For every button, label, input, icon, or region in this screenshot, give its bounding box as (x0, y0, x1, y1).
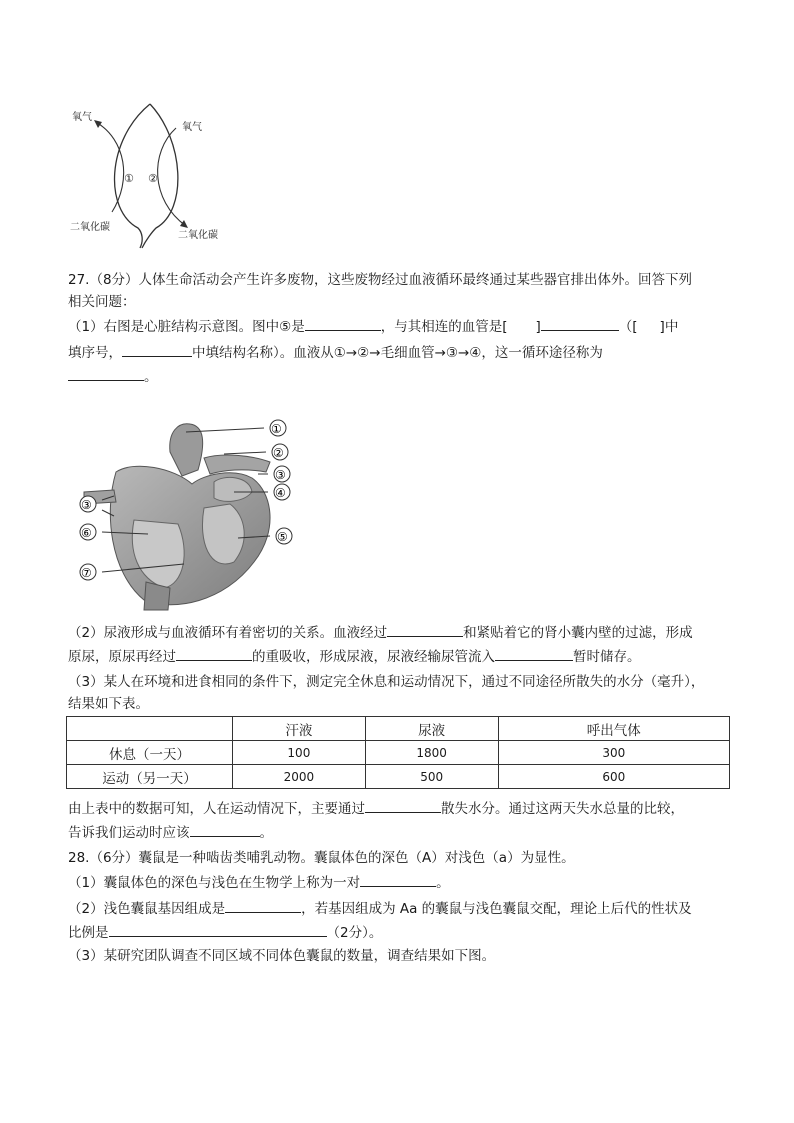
q27-part4-line2 (68, 822, 273, 843)
text: 和紧贴着它的肾小囊内壁的过滤，形成 (463, 625, 693, 641)
row-label: 休息（一天） (67, 741, 233, 765)
text: （[ (618, 319, 638, 335)
q28-part2-line2 (68, 922, 382, 943)
text: 的重吸收，形成尿液，尿液经输尿管流入 (252, 649, 495, 665)
heart-label-5: ⑤ (277, 530, 288, 544)
answer-blank-ratio[interactable] (109, 922, 327, 937)
q27-part2-line1 (68, 622, 693, 643)
water-loss-table (66, 716, 730, 789)
q27-part1-line1 (68, 316, 678, 337)
answer-blank-bladder[interactable] (495, 646, 573, 661)
q27-part2-line2 (68, 646, 641, 667)
text: ，与其相连的血管是[ (380, 319, 508, 335)
oxygen-right-label: 氧气 (182, 122, 202, 133)
text: 告诉我们运动时应该 (68, 825, 190, 841)
answer-blank-tubule[interactable] (176, 646, 252, 661)
text: 填序号， (68, 345, 122, 361)
q27-part3-line2: 结果如下表。 (68, 696, 149, 712)
text: 中填结构名称）。血液从①→②→毛细血管→③→④，这一循环途径称为 (192, 345, 603, 361)
right-arrowhead (180, 220, 188, 228)
text: （1）囊鼠体色的深色与浅色在生物学上称为一对 (68, 875, 361, 891)
q27-part4-line1 (68, 798, 684, 819)
text: （1）右图是心脏结构示意图。图中⑤是 (68, 319, 305, 335)
table-row (67, 741, 730, 765)
q27-part3-line1: （3）某人在环境和进食相同的条件下，测定完全休息和运动情况下，通过不同途径所散失的水分（毫升）， (68, 674, 705, 690)
q28-part3: （3）某研究团队调查不同区域不同体色囊鼠的数量，调查结果如下图。 (68, 948, 496, 964)
table-cell: 500 (365, 765, 498, 789)
table-cell: 300 (498, 741, 729, 765)
table-header-cell: 汗液 (233, 717, 366, 741)
q28-part1 (68, 872, 450, 893)
text: 比例是 (68, 925, 109, 941)
table-row (67, 765, 730, 789)
q27-heading: 27.（8分）人体生命活动会产生许多废物，这些废物经过血液循环最终通过某些器官排出体外。回答下列 (68, 272, 693, 288)
text: 。 (436, 875, 450, 891)
text: 由上表中的数据可知，人在运动情况下，主要通过 (68, 801, 365, 817)
co2-right-label: 二氧化碳 (178, 230, 218, 241)
heart-label-3-left: ③ (81, 498, 92, 512)
table-header-cell (67, 717, 233, 741)
table-cell: 1800 (365, 741, 498, 765)
text: ]中 (659, 319, 679, 335)
mark-2: ② (148, 172, 158, 185)
answer-blank-circulation[interactable] (68, 366, 144, 381)
answer-blank-hint[interactable] (122, 342, 192, 357)
text: （2）浅色囊鼠基因组成是 (68, 901, 226, 917)
q28-heading: 28.（6分）囊鼠是一种啮齿类哺乳动物。囊鼠体色的深色（A）对浅色（a）为显性。 (68, 850, 575, 866)
leaf-gas-exchange-figure (66, 100, 246, 250)
oxygen-left-label: 氧气 (72, 112, 92, 123)
heart-label-6: ⑥ (81, 526, 92, 540)
text: 暂时储存。 (573, 649, 641, 665)
row-label: 运动（另一天） (67, 765, 233, 789)
left-arrowhead (94, 120, 102, 128)
text: 。 (144, 369, 158, 385)
text: ，若基因组成为 Aa 的囊鼠与浅色囊鼠交配，理论上后代的性状及 (301, 901, 692, 917)
table-header-cell: 尿液 (365, 717, 498, 741)
table-header-row (67, 717, 730, 741)
pulmonary-vessel (204, 455, 270, 474)
text: 原尿，原尿再经过 (68, 649, 176, 665)
answer-blank-structure5[interactable] (305, 316, 381, 331)
heart-label-3-right: ③ (275, 468, 286, 482)
text: 散失水分。通过这两天失水总量的比较， (441, 801, 684, 817)
answer-blank-sweat[interactable] (365, 798, 441, 813)
q27-heading-cont: 相关问题： (68, 294, 136, 310)
answer-blank-glomerulus[interactable] (387, 622, 463, 637)
left-arrow-curve (96, 122, 124, 212)
table-cell: 2000 (233, 765, 366, 789)
answer-blank-genotype[interactable] (225, 898, 301, 913)
mark-1: ① (124, 172, 134, 185)
heart-label-7: ⑦ (81, 566, 92, 580)
text: （2分）。 (326, 925, 383, 941)
table-header-cell: 呼出气体 (498, 717, 729, 741)
co2-left-label: 二氧化碳 (70, 222, 110, 233)
text: ] (535, 319, 541, 335)
table-cell: 600 (498, 765, 729, 789)
answer-blank-vessel-name[interactable] (541, 316, 619, 331)
q27-part1-line2 (68, 342, 603, 363)
heart-label-2: ② (273, 446, 284, 460)
q27-part1-line3 (68, 366, 158, 387)
heart-label-1: ① (271, 422, 282, 436)
text: 。 (259, 825, 273, 841)
heart-label-4: ④ (275, 486, 286, 500)
text: （2）尿液形成与血液循环有着密切的关系。血液经过 (68, 625, 388, 641)
table-cell: 100 (233, 741, 366, 765)
answer-blank-advice[interactable] (190, 822, 260, 837)
heart-structure-figure (74, 412, 304, 612)
answer-blank-relative-traits[interactable] (360, 872, 436, 887)
q28-part2-line1 (68, 898, 692, 919)
